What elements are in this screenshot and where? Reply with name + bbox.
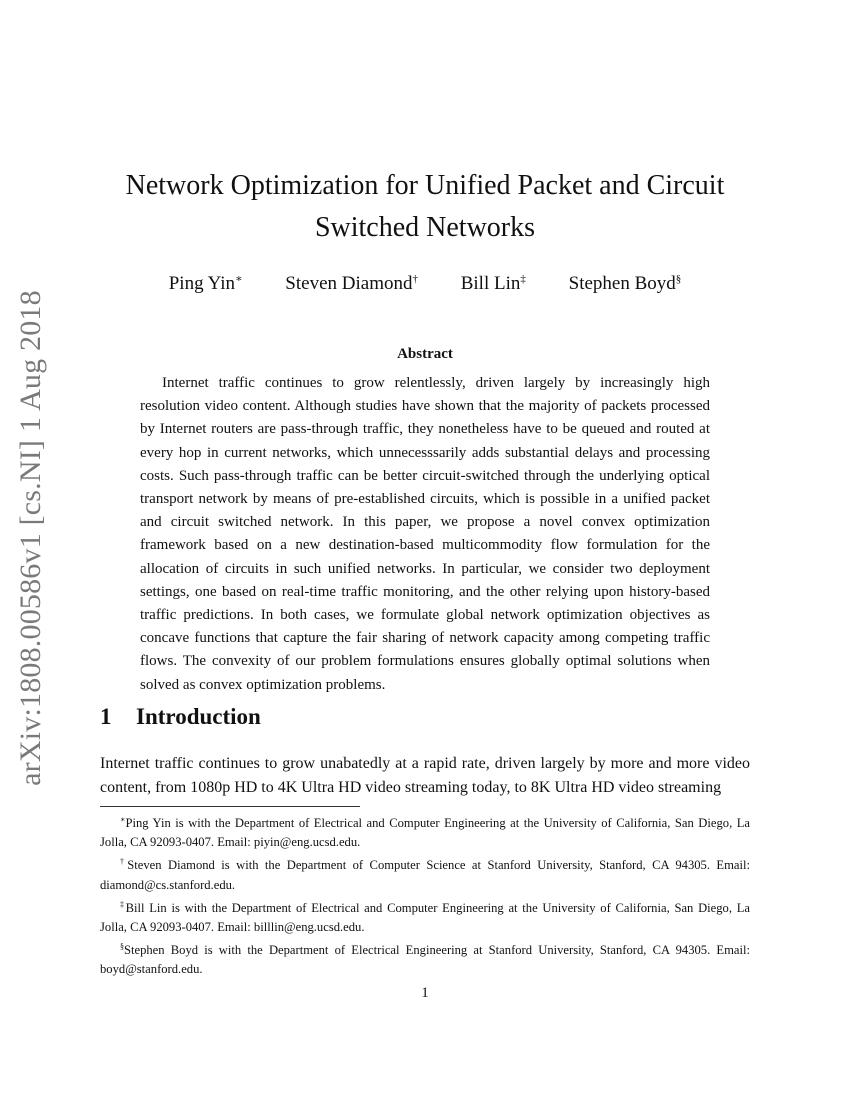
footnote-divider (100, 806, 360, 807)
abstract-text: Internet traffic continues to grow relentlessly, driven largely by increasingly high resolution video content. Although studies have shown that the majority of packets processed by Internet routers are pass-through traffic, they nonetheless have to be queued and routed at every hop in current networks, which unnecesssarily adds substantial delays and processing costs. Such pass-through traffic can be better circuit-switched through the underlying optical transport network by means of pre-established circuits, which is possible in a unified packet and circuit switched network. In this paper, we propose a novel convex optimization framework based on a new destination-based multicommodity flow formulation for the allocation of circuits in such unified networks. In particular, we consider two deployment settings, one based on real-time traffic monitoring, and the other relying upon history-based traffic predictions. In both cases, we formulate global network optimization objectives as concave functions that capture the fair sharing of network capacity among competing traffic flows. The convexity of our problem formulations ensures globally optimal solutions when solved as convex optimization problems. (140, 375, 710, 693)
author-footnote-mark: § (675, 273, 682, 285)
footnote-mark: ‡ (120, 899, 126, 909)
footnote-steven-diamond (100, 852, 750, 894)
section-number: 1 (100, 704, 112, 729)
author-name: Bill Lin (460, 273, 521, 294)
section-heading-introduction (100, 704, 261, 730)
author-stephen-boyd (569, 273, 682, 295)
paper-title-line-2: Switched Networks (314, 212, 536, 243)
footnote-stephen-boyd (100, 937, 750, 979)
footnote-bill-lin (100, 895, 750, 937)
author-footnote-mark: ∗ (235, 273, 243, 285)
footnote-ping-yin (100, 810, 750, 852)
author-list (100, 272, 750, 295)
introduction-text: Internet traffic continues to grow unabatedly at a rapid rate, driven largely by more and more video content, from 1080p HD to 4K Ultra HD video streaming today, to 8K Ultra HD video streaming (100, 755, 750, 796)
author-footnote-mark: † (412, 273, 418, 285)
page-number: 1 (421, 985, 429, 1001)
section-title: Introduction (136, 704, 261, 729)
footnote-mark: § (120, 942, 124, 952)
author-footnote-mark: ‡ (520, 273, 526, 285)
arxiv-identifier-text: arXiv:1808.00586v1 [cs.NI] 1 Aug 2018 (14, 289, 47, 786)
footnote-text: Stephen Boyd is with the Department of Electrical Engineering at Stanford University, Stanford, CA 94305. Email: boyd@stanford.edu. (100, 943, 750, 977)
author-steven-diamond (285, 273, 418, 295)
author-name: Ping Yin (168, 273, 236, 294)
arxiv-identifier-stamp (6, 289, 56, 786)
author-ping-yin (169, 272, 243, 295)
paper-title (100, 165, 750, 249)
author-name: Stephen Boyd (568, 273, 676, 294)
author-bill-lin (461, 273, 526, 295)
footnote-text: Steven Diamond is with the Department of Computer Science at Stanford University, Stanford, CA 94305. Email: diamond@cs.stanford.edu. (100, 858, 750, 892)
footnote-text: Bill Lin is with the Department of Electrical and Computer Engineering at the University of California, San Diego, La Jolla, CA 92093-0407. Email: billlin@eng.ucsd.edu. (100, 900, 751, 935)
abstract-heading: Abstract (397, 346, 453, 362)
footnote-mark: ∗ (120, 815, 126, 824)
footnotes (100, 810, 750, 980)
author-name: Steven Diamond (285, 273, 413, 294)
footnote-text: Ping Yin is with the Department of Electrical and Computer Engineering at the University of California, San Diego, La Jolla, CA 92093-0407. Email: piyin@eng.ucsd.edu. (100, 816, 750, 850)
footnote-mark: † (120, 857, 128, 867)
paper-title-line-1: Network Optimization for Unified Packet and Circuit (125, 170, 725, 201)
